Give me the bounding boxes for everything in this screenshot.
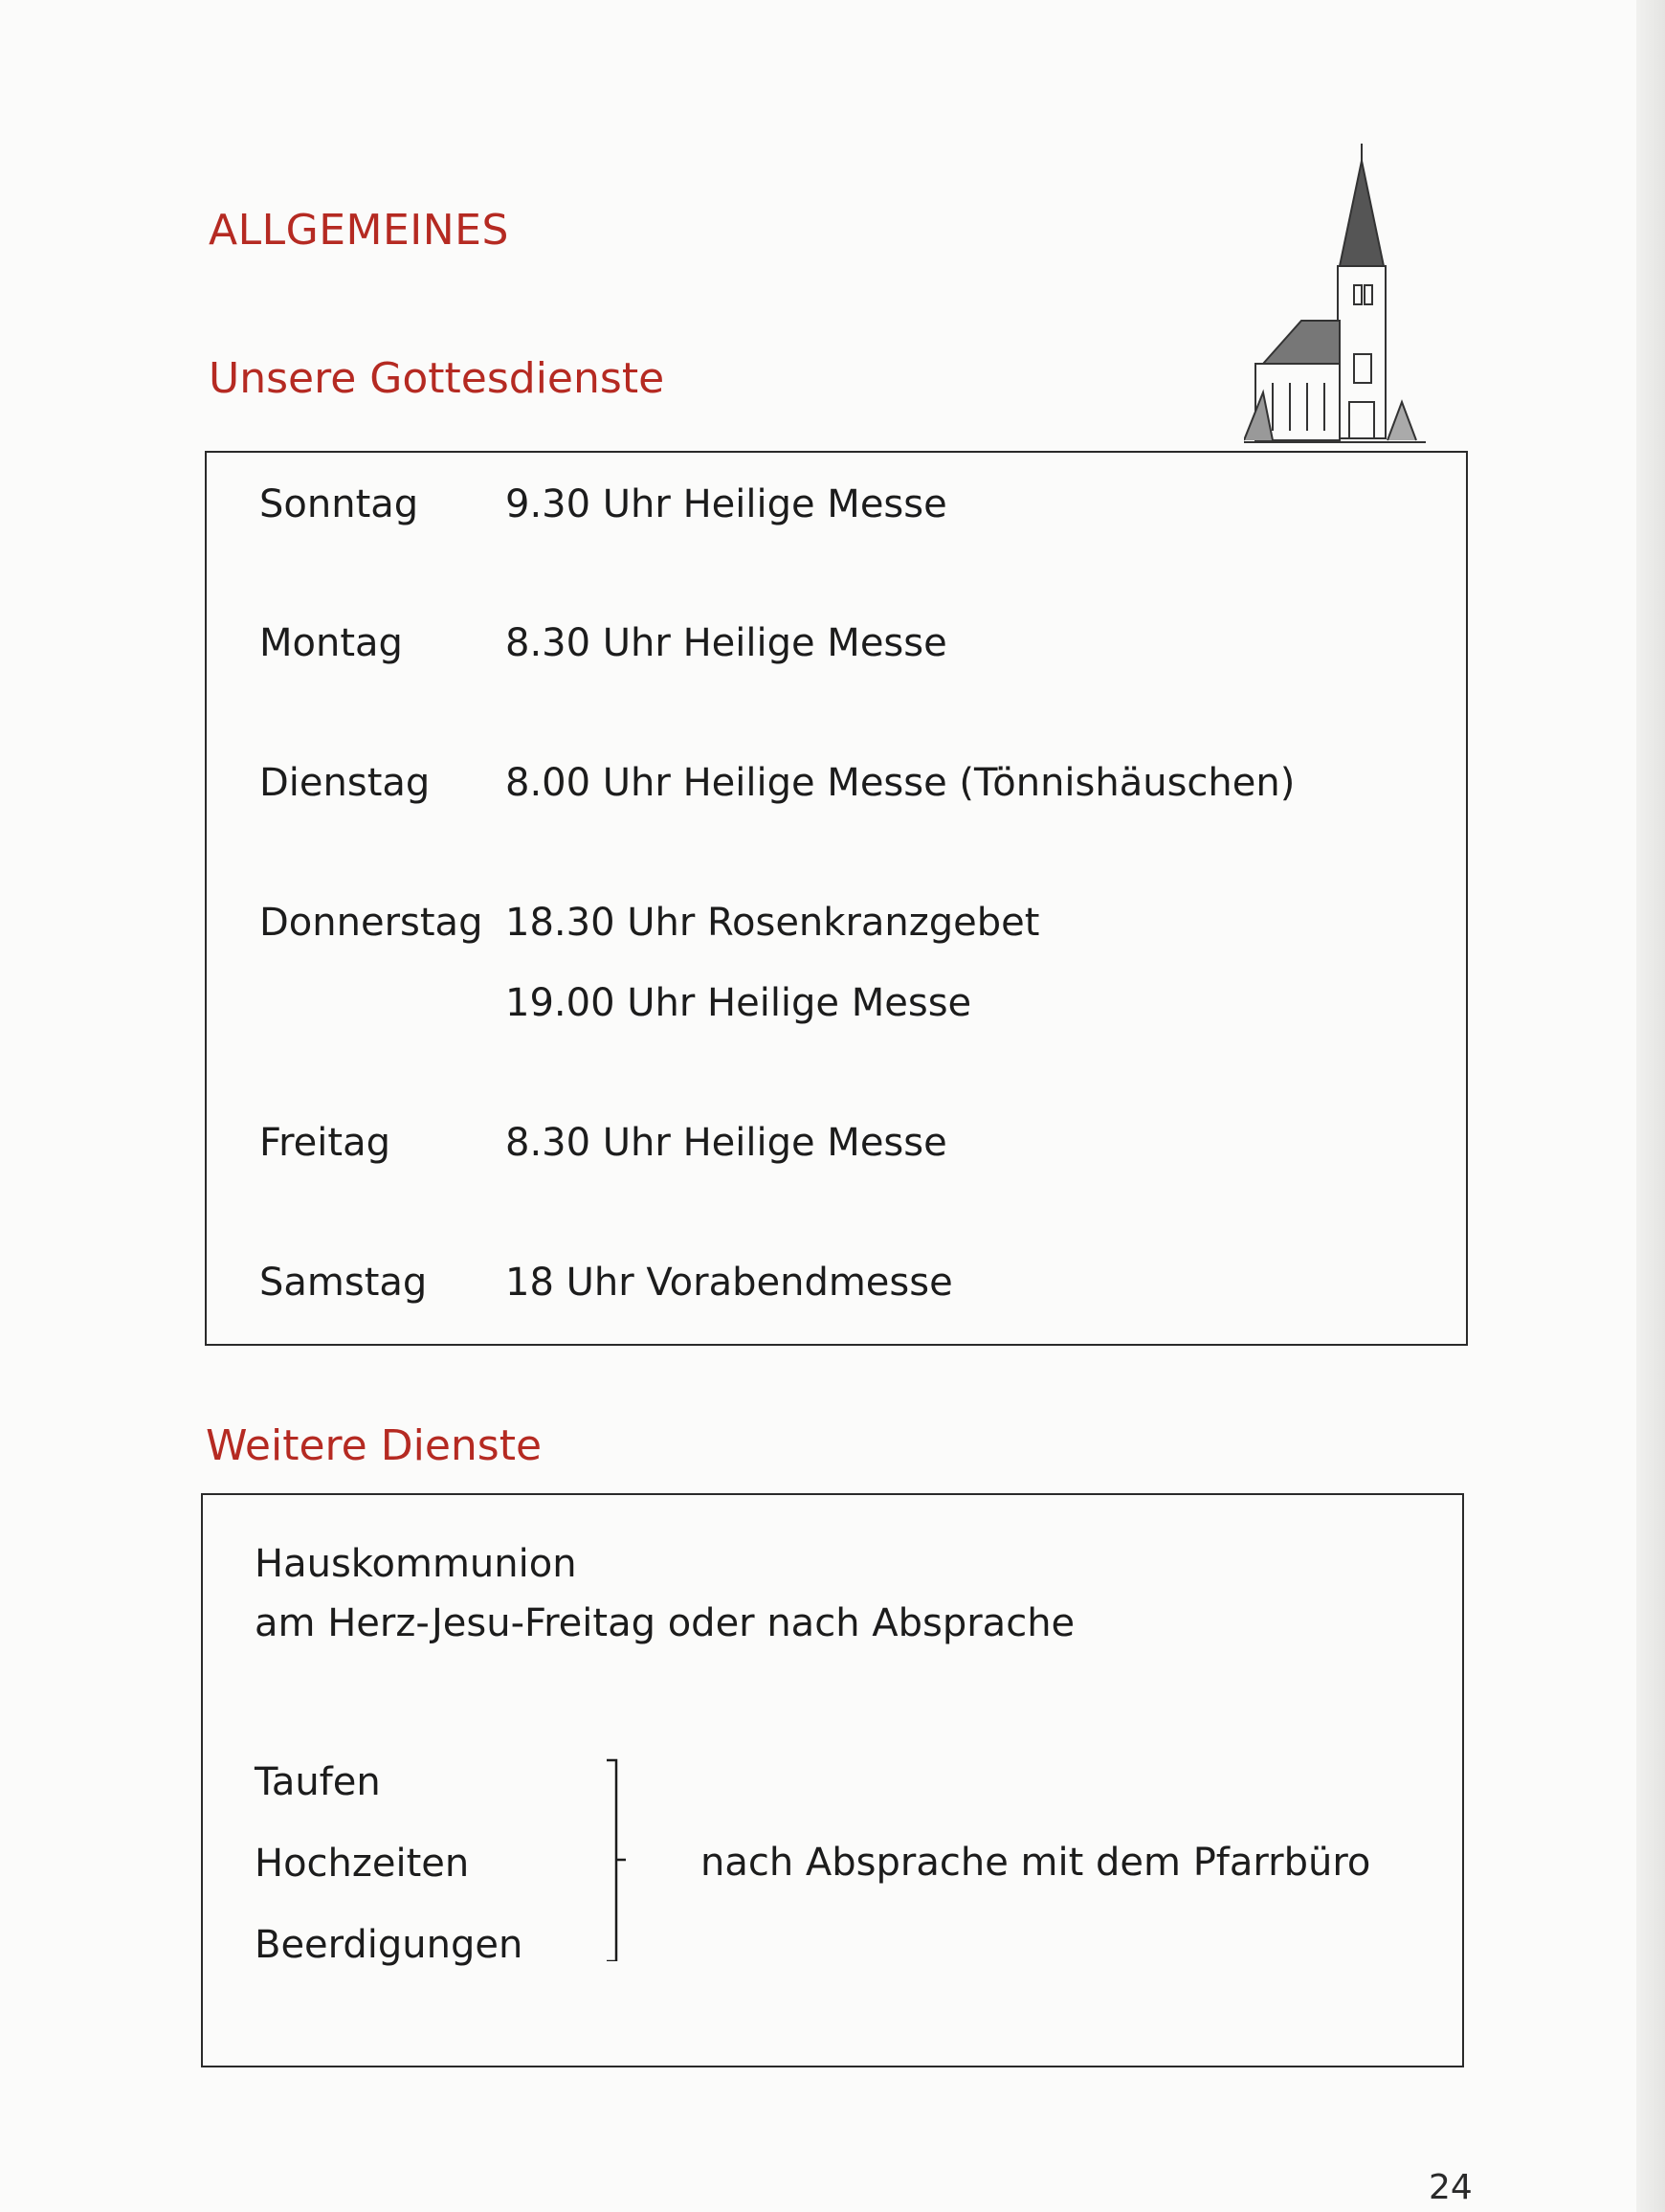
communion-text: am Herz-Jesu-Freitag oder nach Absprache <box>255 1601 1076 1645</box>
list-item: Taufen <box>255 1760 381 1804</box>
further-services-heading: Weitere Dienste <box>206 1421 543 1470</box>
service-day: Sonntag <box>259 482 419 526</box>
service-day: Freitag <box>259 1121 390 1165</box>
service-day: Samstag <box>259 1261 428 1305</box>
further-services-box <box>201 1493 1464 2067</box>
services-box <box>205 451 1468 1346</box>
services-heading: Unsere Gottesdienste <box>209 354 665 403</box>
page-number: 24 <box>1429 2168 1473 2207</box>
service-time: 8.00 Uhr Heilige Messe (Tönnishäuschen) <box>505 761 1296 805</box>
page-edge-shadow <box>1636 0 1665 2212</box>
service-day: Donnerstag <box>259 901 483 945</box>
list-item: Hochzeiten <box>255 1842 470 1886</box>
service-time: 19.00 Uhr Heilige Messe <box>505 981 972 1025</box>
service-time: 8.30 Uhr Heilige Messe <box>505 1121 947 1165</box>
appointment-note: nach Absprache mit dem Pfarrbüro <box>700 1841 1371 1885</box>
church-illustration <box>1244 144 1426 450</box>
list-item: Beerdigungen <box>255 1923 523 1967</box>
service-time: 8.30 Uhr Heilige Messe <box>505 621 947 665</box>
right-bracket-icon <box>605 1758 628 1961</box>
service-time: 18 Uhr Vorabendmesse <box>505 1261 953 1305</box>
service-day: Montag <box>259 621 403 665</box>
communion-title: Hauskommunion <box>255 1542 577 1586</box>
service-time: 9.30 Uhr Heilige Messe <box>505 482 947 526</box>
service-day: Dienstag <box>259 761 431 805</box>
section-title: ALLGEMEINES <box>209 206 509 255</box>
service-time: 18.30 Uhr Rosenkranzgebet <box>505 901 1040 945</box>
